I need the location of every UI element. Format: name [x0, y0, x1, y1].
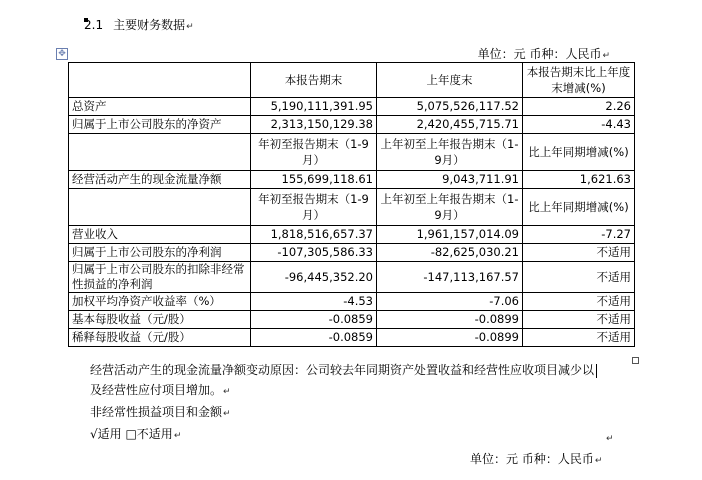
cashflow-note-line2: 及经营性应付项目增加。↵ — [90, 383, 231, 397]
row-label: 归属于上市公司股东的净资产 — [69, 116, 251, 134]
value-cell: -4.53 — [251, 293, 377, 311]
value-cell: 5,190,111,391.95 — [251, 98, 377, 116]
table-row — [69, 226, 635, 244]
paragraph-mark-icon: ↵ — [594, 456, 603, 466]
value-cell: -107,305,586.33 — [251, 244, 377, 262]
row-label: 归属于上市公司股东的扣除非经常性损益的净利润 — [69, 262, 251, 293]
value-cell: 1,961,157,014.09 — [377, 226, 523, 244]
financial-data-table — [68, 62, 635, 347]
value-cell: 9,043,711.91 — [377, 171, 523, 189]
value-cell: -0.0859 — [251, 311, 377, 329]
column-header: 年初至报告期末（1-9月） — [251, 189, 377, 226]
value-cell: -4.43 — [523, 116, 635, 134]
table-row — [69, 293, 635, 311]
value-cell: 2,420,455,715.71 — [377, 116, 523, 134]
table-row — [69, 116, 635, 134]
table-move-handle-icon[interactable]: ✥ — [56, 48, 68, 60]
value-cell: 不适用 — [523, 262, 635, 293]
value-cell: -7.06 — [377, 293, 523, 311]
value-cell: -147,113,167.57 — [377, 262, 523, 293]
table-row — [69, 262, 635, 293]
table-row — [69, 98, 635, 116]
header-empty-cell — [69, 63, 251, 98]
column-header: 年初至报告期末（1-9月） — [251, 134, 377, 171]
nonrecurring-title: 非经常性损益项目和金额↵ — [90, 405, 231, 419]
table-row — [69, 311, 635, 329]
column-header: 比上年同期增减(%) — [523, 134, 635, 171]
unit-label-top: 单位：元 币种：人民币↵ — [477, 47, 610, 61]
unit-label-bottom: 单位：元 币种：人民币↵ — [470, 452, 603, 466]
paragraph-mark-icon: ↵ — [606, 434, 614, 444]
value-cell: -82,625,030.21 — [377, 244, 523, 262]
column-header: 本报告期末 — [251, 63, 377, 98]
column-header: 比上年同期增减(%) — [523, 189, 635, 226]
paragraph-mark-icon: ↵ — [223, 387, 231, 397]
table-row — [69, 244, 635, 262]
table-row — [69, 171, 635, 189]
paragraph-mark-icon: ↵ — [223, 409, 231, 419]
row-label: 营业收入 — [69, 226, 251, 244]
row-label: 归属于上市公司股东的净利润 — [69, 244, 251, 262]
column-header: 上年初至上年报告期末（1-9月） — [377, 134, 523, 171]
cashflow-note-line1: 经营活动产生的现金流量净额变动原因：公司较去年同期资产处置收益和经营性应收项目减少以 — [90, 360, 597, 380]
value-cell: 不适用 — [523, 311, 635, 329]
value-cell: -0.0899 — [377, 329, 523, 347]
header-empty-cell — [69, 134, 251, 171]
value-cell: 1,621.63 — [523, 171, 635, 189]
value-cell: 不适用 — [523, 244, 635, 262]
section-title: 主要财务数据 — [113, 18, 186, 32]
column-header: 上年初至上年报告期末（1-9月） — [377, 189, 523, 226]
table-header-row — [69, 189, 635, 226]
value-cell: -0.0899 — [377, 311, 523, 329]
section-number: 2.1 — [84, 18, 104, 32]
value-cell: 5,075,526,117.52 — [377, 98, 523, 116]
value-cell: 不适用 — [523, 293, 635, 311]
header-empty-cell — [69, 189, 251, 226]
section-heading — [84, 16, 194, 33]
row-label: 稀释每股收益（元/股） — [69, 329, 251, 347]
applicable-checkbox-line[interactable]: √适用 □不适用↵ — [90, 427, 182, 441]
table-resize-handle[interactable] — [632, 357, 639, 364]
paragraph-mark-icon: ↵ — [186, 22, 194, 32]
table-row — [69, 329, 635, 347]
row-label: 总资产 — [69, 98, 251, 116]
table-header-row — [69, 134, 635, 171]
paragraph-mark-icon: ↵ — [602, 51, 610, 61]
value-cell: -7.27 — [523, 226, 635, 244]
value-cell: 155,699,118.61 — [251, 171, 377, 189]
notes-block — [90, 360, 597, 446]
column-header: 上年度末 — [377, 63, 523, 98]
row-label: 经营活动产生的现金流量净额 — [69, 171, 251, 189]
row-label: 基本每股收益（元/股） — [69, 311, 251, 329]
column-header: 本报告期末比上年度末增减(%) — [523, 63, 635, 98]
text-cursor — [596, 364, 597, 378]
row-label: 加权平均净资产收益率（%） — [69, 293, 251, 311]
value-cell: -0.0859 — [251, 329, 377, 347]
value-cell: 不适用 — [523, 329, 635, 347]
value-cell: 2.26 — [523, 98, 635, 116]
value-cell: 1,818,516,657.37 — [251, 226, 377, 244]
table-header-row — [69, 63, 635, 98]
value-cell: 2,313,150,129.38 — [251, 116, 377, 134]
paragraph-mark-icon: ↵ — [173, 431, 182, 441]
value-cell: -96,445,352.20 — [251, 262, 377, 293]
